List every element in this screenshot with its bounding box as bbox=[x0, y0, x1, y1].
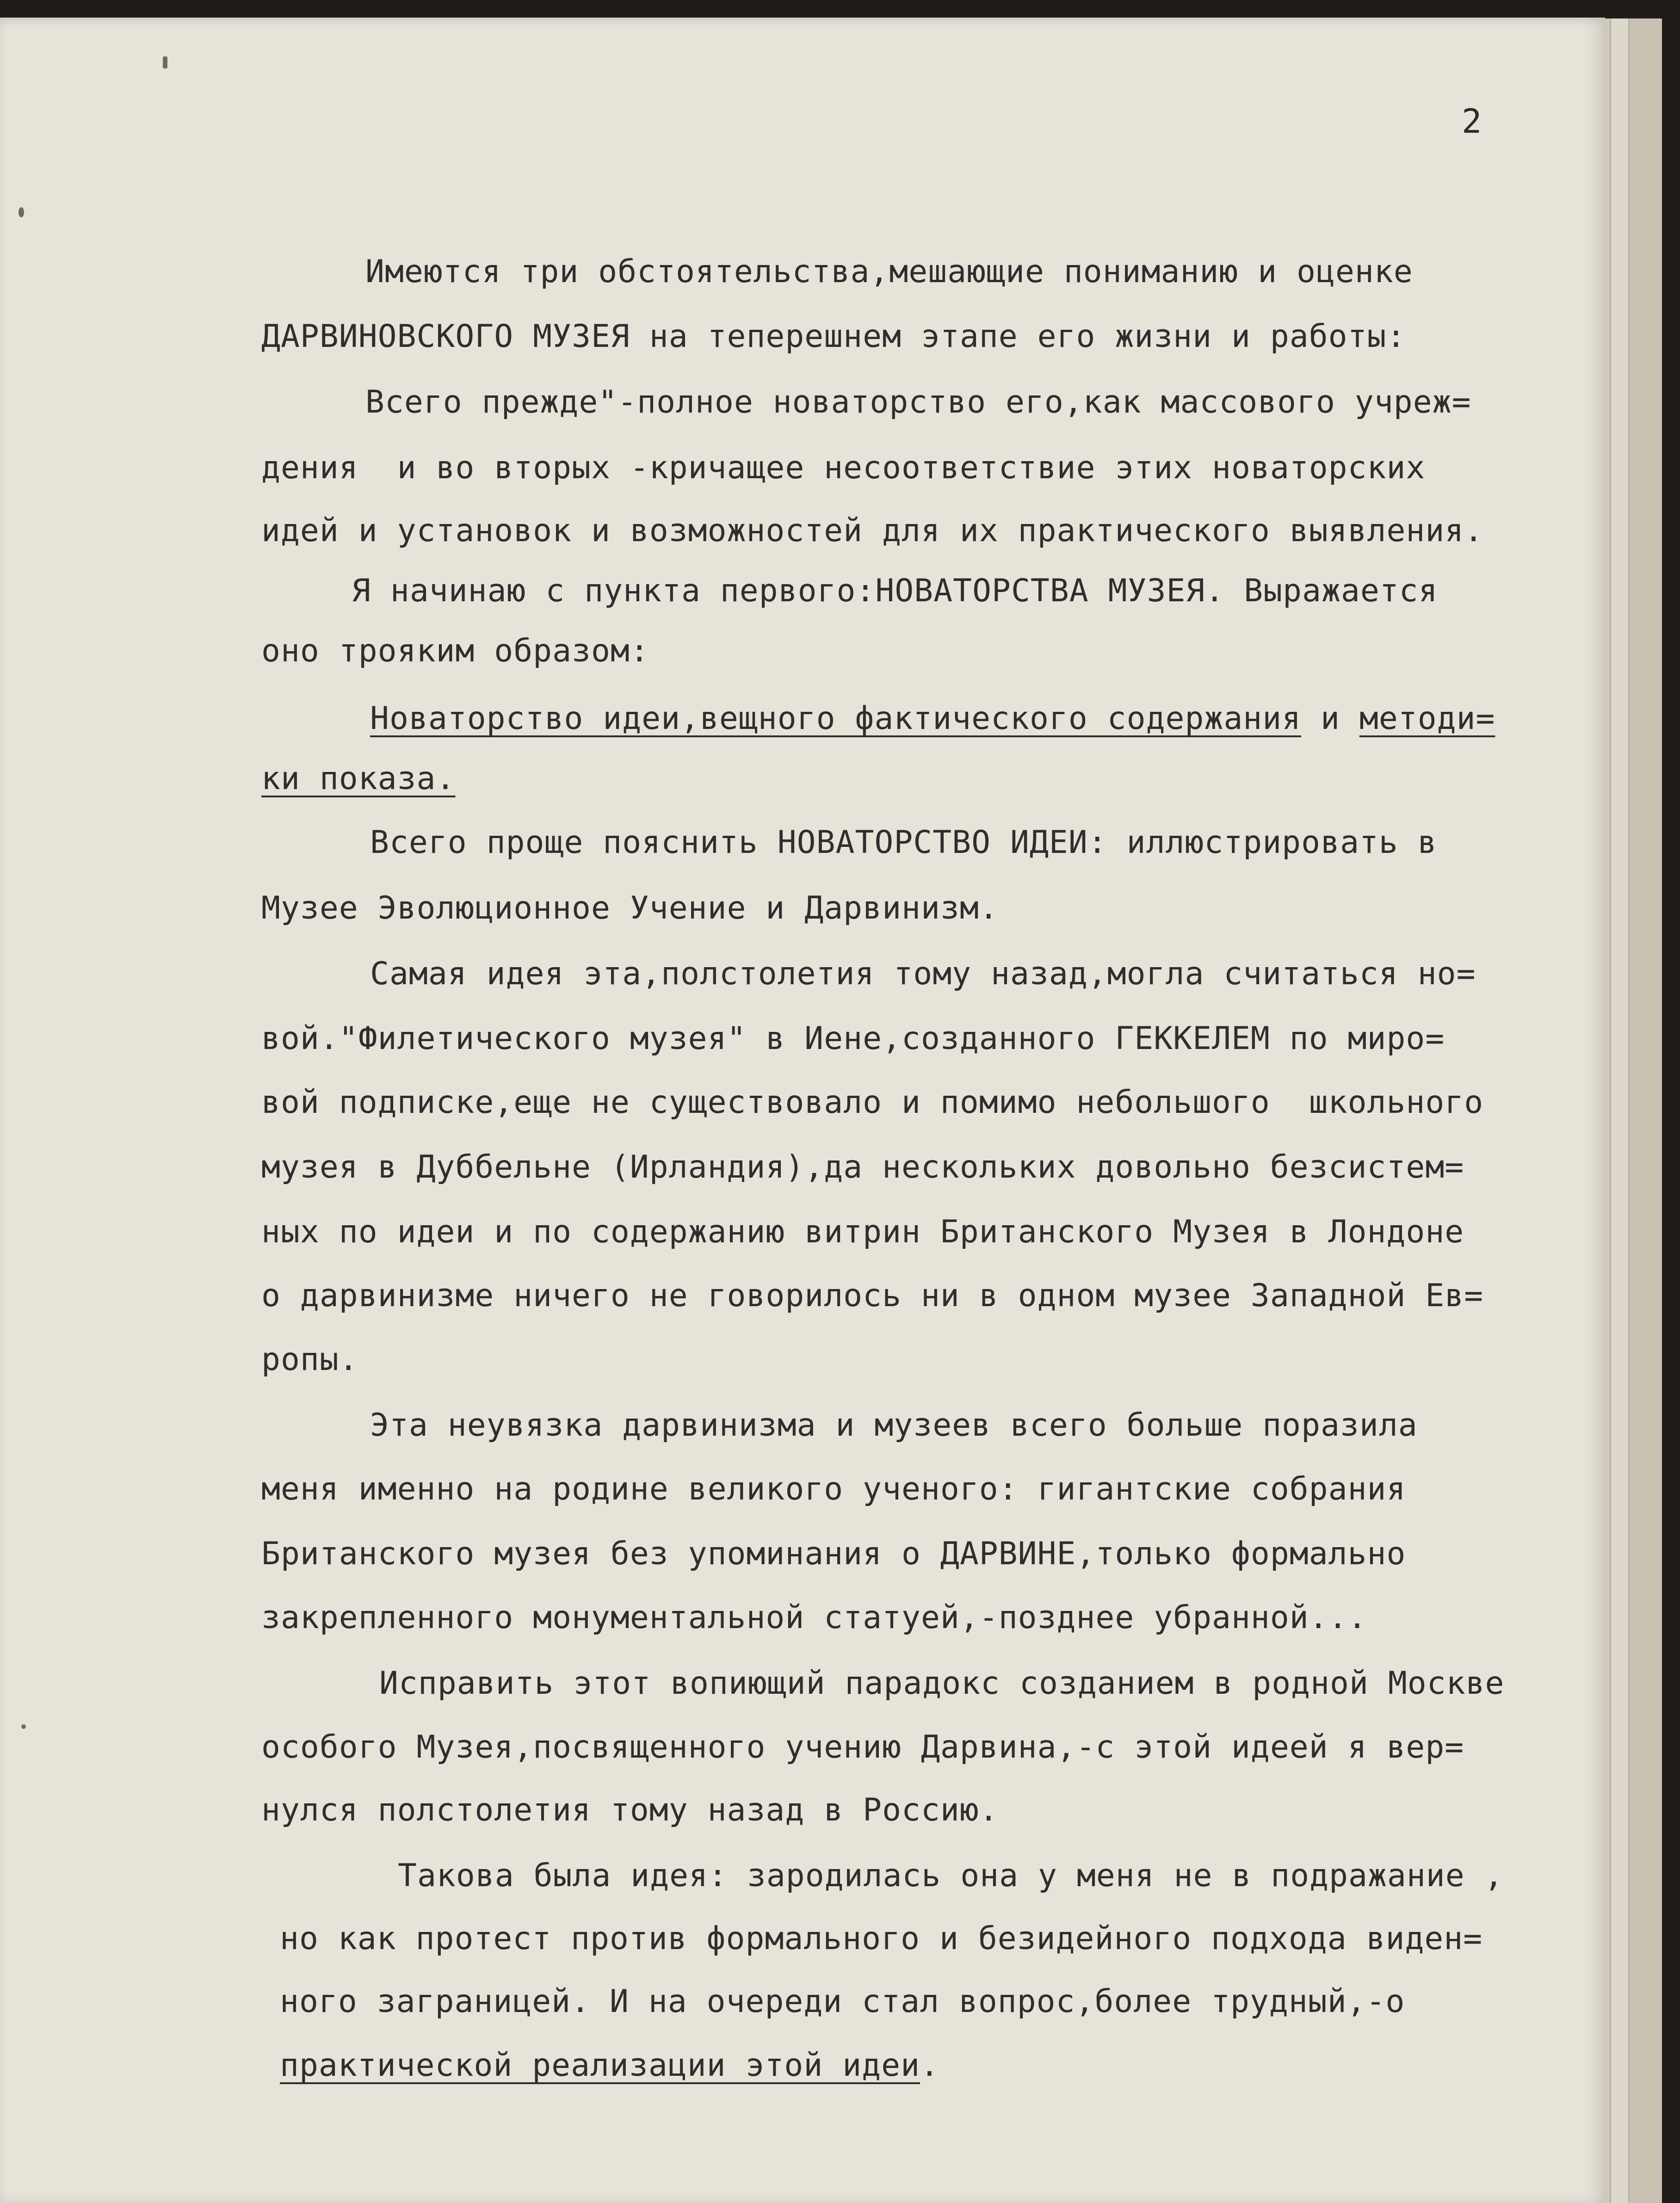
page-number: 2 bbox=[1462, 102, 1482, 141]
text-line: дения и во вторых -кричащее несоответствие этих новаторских bbox=[261, 450, 1426, 486]
text-line: идей и установок и возможностей для их практического выявления. bbox=[261, 512, 1484, 549]
underlying-page bbox=[1628, 19, 1662, 2203]
text-line: особого Музея,посвященного учению Дарвина,-с этой идеей я вер= bbox=[261, 1729, 1464, 1765]
text-line: Самая идея эта,полстолетия тому назад,могла считаться но= bbox=[370, 956, 1476, 992]
text-line: вой подписке,еще не существовало и помимо небольшого школьного bbox=[261, 1084, 1484, 1121]
plain-phrase: и bbox=[1301, 700, 1359, 737]
text-line: ного заграницей. И на очереди стал вопрос,более трудный,-о bbox=[280, 1983, 1405, 2020]
text-line: Исправить этот вопиющий парадокс созданием в родной Москве bbox=[379, 1665, 1505, 1702]
text-line: Я начинаю с пункта первого:НОВАТОРСТВА МУЗЕЯ. Выражается bbox=[352, 573, 1438, 609]
text-line: меня именно на родине великого ученого: гигантские собрания bbox=[261, 1471, 1406, 1507]
text-line: Имеются три обстоятельства,мешающие пониманию и оценке bbox=[365, 253, 1413, 290]
text-line: закрепленного монументальной статуей,-позднее убранной... bbox=[261, 1599, 1367, 1636]
text-line: вой."Филетического музея" в Иене,созданного ГЕККЕЛЕМ по миро= bbox=[261, 1020, 1445, 1057]
text-line: Британского музея без упоминания о ДАРВИНЕ,только формально bbox=[261, 1536, 1406, 1572]
text-line: ДАРВИНОВСКОГО МУЗЕЯ на теперешнем этапе его жизни и работы: bbox=[261, 318, 1406, 355]
document-body bbox=[0, 18, 1605, 2203]
text-line: нулся полстолетия тому назад в Россию. bbox=[261, 1792, 999, 1828]
text-line: Всего прежде"-полное новаторство его,как массового учреж= bbox=[365, 384, 1471, 420]
text-line: Музее Эволюционное Учение и Дарвинизм. bbox=[261, 890, 999, 926]
plain-phrase: . bbox=[920, 2047, 939, 2084]
text-line: ных по идеи и по содержанию витрин Британского Музея в Лондоне bbox=[261, 1214, 1464, 1250]
text-line: музея в Дуббельне (Ирландия),да нескольких довольно безсистем= bbox=[261, 1149, 1464, 1185]
underlined-phrase: методи= bbox=[1359, 700, 1495, 737]
text-line: но как протест против формального и безидейного подхода виден= bbox=[280, 1920, 1483, 1957]
text-line: Такова была идея: зародилась она у меня не в подражание , bbox=[398, 1857, 1504, 1894]
text-line: о дарвинизме ничего не говорилось ни в одном музее Западной Ев= bbox=[261, 1277, 1484, 1314]
text-line: оно трояким образом: bbox=[261, 633, 649, 669]
text-line-underlined bbox=[261, 760, 456, 797]
typewritten-page bbox=[0, 18, 1605, 2203]
text-line-underlined bbox=[370, 700, 1495, 737]
text-line-underlined bbox=[280, 2047, 939, 2084]
underlined-phrase: практической реализации этой идеи bbox=[280, 2047, 920, 2084]
text-line: Всего проще пояснить НОВАТОРСТВО ИДЕИ: иллюстрировать в bbox=[370, 824, 1437, 861]
text-line: ропы. bbox=[261, 1341, 358, 1378]
text-line: Эта неувязка дарвинизма и музеев всего больше поразила bbox=[370, 1407, 1418, 1444]
underlined-phrase: Новаторство идеи,вещного фактического содержания bbox=[370, 700, 1302, 737]
underlined-phrase: ки показа. bbox=[261, 760, 456, 797]
